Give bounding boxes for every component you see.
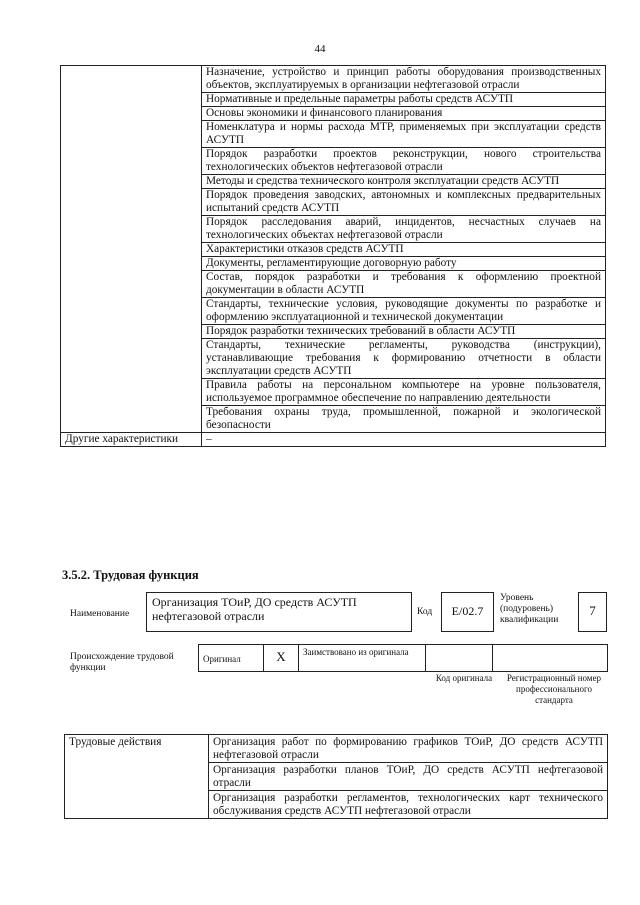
function-name-value: Организация ТОиР, ДО средств АСУТП нефтегазовой отрасли — [146, 592, 412, 632]
function-name-label: Наименование — [70, 609, 130, 619]
knowledge-label-cell — [61, 66, 202, 433]
labor-action-item: Организация работ по формированию графиков ТОиР, ДО средств АСУТП нефтегазовой отрасли — [209, 735, 608, 763]
origin-code-caption: Код оригинала — [435, 673, 493, 683]
requirement-item: Основы экономики и финансового планирования — [202, 107, 606, 121]
origin-code-cell — [426, 645, 493, 672]
requirement-item: Назначение, устройство и принцип работы оборудования производственных объектов, эксплуатируемых в организации нефтегазовой отрасли — [202, 66, 606, 93]
labor-actions-table — [64, 734, 608, 819]
qualification-level-label: Уровень (подуровень) квалификации — [500, 593, 559, 625]
knowledge-requirements-table — [60, 65, 606, 447]
qualification-level-value: 7 — [578, 592, 607, 632]
requirement-item: Правила работы на персональном компьютере на уровне пользователя, используемое программное обеспечение по направлению деятельности — [202, 379, 606, 406]
original-label: Оригинал — [199, 645, 264, 672]
other-characteristics-label: Другие характеристики — [61, 433, 202, 447]
labor-action-item: Организация разработки планов ТОиР, ДО средств АСУТП нефтегазовой отрасли — [209, 763, 608, 791]
requirement-item: Документы, регламентирующие договорную работу — [202, 257, 606, 271]
labor-actions-label: Трудовые действия — [65, 735, 209, 819]
function-code-label: Код — [417, 607, 433, 617]
borrowed-label: Заимствовано из оригинала — [299, 645, 426, 672]
requirement-item: Стандарты, технические условия, руководящие документы по разработке и оформлению эксплуатационной и технической документации — [202, 298, 606, 325]
requirement-item: Номенклатура и нормы расхода МТР, применяемых при эксплуатации средств АСУТП — [202, 121, 606, 148]
requirement-item: Порядок разработки технических требований в области АСУТП — [202, 325, 606, 339]
origin-table — [198, 644, 608, 672]
requirement-item: Стандарты, технические регламенты, руководства (инструкции), устанавливающие требования к формированию отчетности в области эксплуатации средств АСУТП — [202, 339, 606, 379]
labor-action-item: Организация разработки регламентов, технологических карт технического обслуживания средств АСУТП нефтегазовой отрасли — [209, 791, 608, 819]
requirement-item: Порядок расследования аварий, инцидентов, несчастных случаев на технологических объектах нефтегазовой отрасли — [202, 216, 606, 243]
function-code-value: E/02.7 — [441, 592, 494, 632]
original-mark: X — [264, 645, 299, 672]
requirement-item: Порядок проведения заводских, автономных и комплексных предварительных испытаний средств АСУТП — [202, 189, 606, 216]
requirement-item: Нормативные и предельные параметры работы средств АСУТП — [202, 93, 606, 107]
requirement-item: Требования охраны труда, промышленной, пожарной и экологической безопасности — [202, 406, 606, 433]
registration-number-caption: Регистрационный номер профессионального стандарта — [506, 673, 602, 705]
requirement-item: Методы и средства технического контроля эксплуатации средств АСУТП — [202, 175, 606, 189]
requirement-item: Характеристики отказов средств АСУТП — [202, 243, 606, 257]
requirement-item: Состав, порядок разработки и требования к оформлению проектной документации в области АСУТП — [202, 271, 606, 298]
other-characteristics-value: – — [202, 433, 606, 447]
origin-registration-cell — [493, 645, 608, 672]
section-title: 3.5.2. Трудовая функция — [62, 568, 199, 582]
page-number: 44 — [314, 43, 326, 55]
requirement-item: Порядок разработки проектов реконструкции, нового строительства технологических объектов нефтегазовой отрасли — [202, 148, 606, 175]
origin-label: Происхождение трудовой функции — [70, 652, 174, 673]
